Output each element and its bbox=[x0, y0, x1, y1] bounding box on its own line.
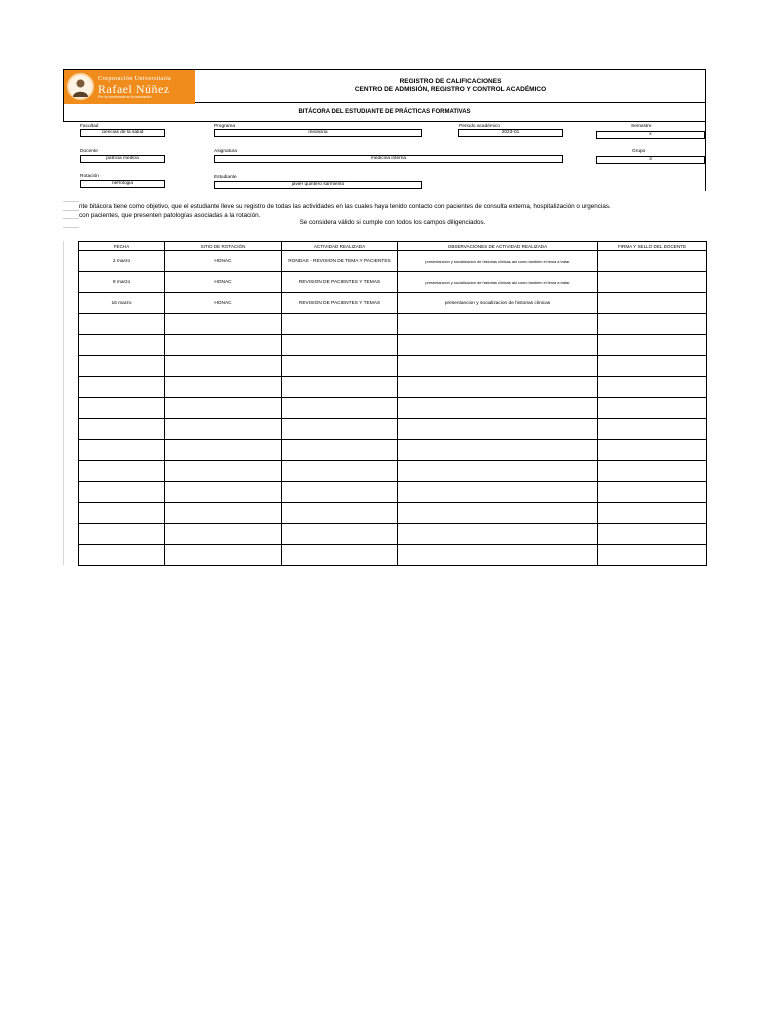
cell-fecha[interactable] bbox=[79, 524, 165, 545]
table-row bbox=[79, 440, 707, 461]
cell-firma[interactable] bbox=[598, 314, 707, 335]
cell-sitio[interactable] bbox=[165, 356, 282, 377]
cell-actividad[interactable] bbox=[282, 503, 398, 524]
table-row bbox=[79, 398, 707, 419]
cell-fecha[interactable]: 16 marzo bbox=[79, 293, 165, 314]
semestre-field[interactable]: x bbox=[596, 131, 705, 139]
cell-observaciones[interactable] bbox=[398, 545, 598, 566]
cell-actividad[interactable] bbox=[282, 524, 398, 545]
cell-firma[interactable] bbox=[598, 461, 707, 482]
table-row bbox=[79, 524, 707, 545]
table-row bbox=[79, 314, 707, 335]
cell-observaciones[interactable] bbox=[398, 461, 598, 482]
cell-firma[interactable] bbox=[598, 419, 707, 440]
cell-observaciones[interactable] bbox=[398, 524, 598, 545]
asignatura-label: Asignatura bbox=[214, 149, 237, 154]
cell-fecha[interactable]: 2 marzo bbox=[79, 251, 165, 272]
cell-fecha[interactable] bbox=[79, 398, 165, 419]
grupo-label: Grupo bbox=[632, 149, 646, 154]
cell-sitio[interactable] bbox=[165, 398, 282, 419]
cell-actividad[interactable]: REVISION DE PACIENTES Y TEMAS bbox=[282, 293, 398, 314]
cell-fecha[interactable] bbox=[79, 461, 165, 482]
cell-actividad[interactable] bbox=[282, 314, 398, 335]
cell-actividad[interactable] bbox=[282, 440, 398, 461]
cell-firma[interactable] bbox=[598, 440, 707, 461]
cell-actividad[interactable]: RONDAS - REVISION DE TEMA Y PACIENTES bbox=[282, 251, 398, 272]
cell-fecha[interactable] bbox=[79, 503, 165, 524]
cell-sitio[interactable] bbox=[165, 545, 282, 566]
cell-firma[interactable] bbox=[598, 545, 707, 566]
table-row bbox=[79, 377, 707, 398]
periodo-label: Periodo académico bbox=[459, 124, 501, 129]
estudiante-label: Estudiante bbox=[214, 175, 237, 180]
cell-observaciones[interactable]: presentancion y socializacion de historias clinicas asi como tambien el tema a tratar bbox=[398, 251, 598, 272]
founder-portrait-icon bbox=[67, 73, 94, 100]
cell-fecha[interactable] bbox=[79, 482, 165, 503]
cell-actividad[interactable] bbox=[282, 335, 398, 356]
document-department: CENTRO DE ADMISIÓN, REGISTRO Y CONTROL ACADÉMICO bbox=[354, 86, 547, 93]
right-border bbox=[705, 103, 706, 191]
column-header-actividad: ACTIVIDAD REALIZADA bbox=[282, 242, 398, 251]
cell-sitio[interactable] bbox=[165, 335, 282, 356]
cell-observaciones[interactable] bbox=[398, 335, 598, 356]
periodo-field[interactable]: 2023-01 bbox=[458, 129, 563, 137]
table-row bbox=[79, 251, 707, 272]
cell-actividad[interactable] bbox=[282, 377, 398, 398]
cell-firma[interactable] bbox=[598, 293, 707, 314]
cell-sitio[interactable] bbox=[165, 461, 282, 482]
institution-logo bbox=[64, 70, 195, 104]
cell-actividad[interactable] bbox=[282, 545, 398, 566]
cell-observaciones[interactable] bbox=[398, 356, 598, 377]
cell-firma[interactable] bbox=[598, 251, 707, 272]
cell-fecha[interactable]: 9 marzo bbox=[79, 272, 165, 293]
cell-observaciones[interactable] bbox=[398, 482, 598, 503]
cell-actividad[interactable] bbox=[282, 461, 398, 482]
cell-sitio[interactable]: HONAC bbox=[165, 293, 282, 314]
cell-firma[interactable] bbox=[598, 272, 707, 293]
table-row bbox=[79, 293, 707, 314]
table-header-row bbox=[79, 242, 707, 251]
table-body bbox=[79, 251, 707, 566]
cell-sitio[interactable] bbox=[165, 482, 282, 503]
cell-actividad[interactable] bbox=[282, 482, 398, 503]
cell-fecha[interactable] bbox=[79, 335, 165, 356]
table-row bbox=[79, 482, 707, 503]
logo-line-2: Rafael Núñez bbox=[98, 82, 170, 96]
cell-observaciones[interactable] bbox=[398, 419, 598, 440]
cell-observaciones[interactable]: presentancion y socializacion de historias clinicas bbox=[398, 293, 598, 314]
column-header-fecha: FECHA bbox=[79, 242, 165, 251]
cell-actividad[interactable] bbox=[282, 356, 398, 377]
cell-sitio[interactable] bbox=[165, 503, 282, 524]
cell-observaciones[interactable] bbox=[398, 377, 598, 398]
cell-sitio[interactable] bbox=[165, 419, 282, 440]
docente-label: Docente bbox=[80, 149, 98, 154]
cell-firma[interactable] bbox=[598, 356, 707, 377]
table-row bbox=[79, 335, 707, 356]
cell-fecha[interactable] bbox=[79, 440, 165, 461]
semestre-label: Semestre bbox=[631, 124, 652, 129]
cell-firma[interactable] bbox=[598, 398, 707, 419]
docente-field[interactable]: patricia medina bbox=[80, 155, 165, 163]
activity-table bbox=[78, 241, 707, 566]
cell-fecha[interactable] bbox=[79, 356, 165, 377]
rotacion-field[interactable]: nefrologia bbox=[80, 180, 165, 188]
logo-line-3: Por la excelencia en la educación bbox=[98, 95, 152, 99]
cell-fecha[interactable] bbox=[79, 314, 165, 335]
cell-observaciones[interactable] bbox=[398, 314, 598, 335]
cell-fecha[interactable] bbox=[79, 419, 165, 440]
grupo-field[interactable]: 3 bbox=[596, 156, 705, 164]
cell-actividad[interactable] bbox=[282, 419, 398, 440]
table-row bbox=[79, 503, 707, 524]
facultad-label: Facultad bbox=[80, 124, 99, 129]
cell-firma[interactable] bbox=[598, 482, 707, 503]
objective-line-2: con pacientes, que presenten patologías asociadas a la rotación. bbox=[79, 212, 261, 219]
asignatura-field[interactable]: medicina interna bbox=[214, 155, 563, 163]
column-header-sitio: SITIO DE ROTACIÓN bbox=[165, 242, 282, 251]
document-subtitle: BITÁCORA DEL ESTUDIANTE DE PRÁCTICAS FORMATIVAS bbox=[298, 109, 471, 115]
cell-firma[interactable] bbox=[598, 335, 707, 356]
cell-sitio[interactable]: HONAC bbox=[165, 272, 282, 293]
document-title: REGISTRO DE CALIFICACIONES bbox=[399, 78, 502, 85]
cell-firma[interactable] bbox=[598, 377, 707, 398]
table-row bbox=[79, 419, 707, 440]
table-row bbox=[79, 272, 707, 293]
column-header-firma: FIRMA Y SELLO DEL DOCENTE bbox=[598, 242, 707, 251]
objective-line-1: nte bitácora tiene como objetivo, que el estudiante lleve su registro de todas las actividades en las cuales haya tenido contacto con pacientes de consulta externa, hospitalización o urgencias. bbox=[79, 203, 611, 210]
cell-observaciones[interactable]: presentancion y socializacion de historias clinicas asi como tambien el tema a tratar bbox=[398, 272, 598, 293]
cell-observaciones[interactable] bbox=[398, 398, 598, 419]
facultad-field[interactable]: ciencias de la salud bbox=[80, 129, 165, 137]
rotacion-label: Rotación bbox=[80, 174, 99, 179]
cell-firma[interactable] bbox=[598, 503, 707, 524]
column-header-observaciones: OBSERVACIONES DE ACTIVIDAD REALIZADA bbox=[398, 242, 598, 251]
table-row bbox=[79, 461, 707, 482]
table-row bbox=[79, 545, 707, 566]
cell-sitio[interactable] bbox=[165, 377, 282, 398]
cell-actividad[interactable]: REVISION DE PACIENTES Y TEMAS bbox=[282, 272, 398, 293]
cell-sitio[interactable] bbox=[165, 524, 282, 545]
cell-sitio[interactable]: HONAC bbox=[165, 251, 282, 272]
cell-observaciones[interactable] bbox=[398, 503, 598, 524]
programa-field[interactable]: medicina bbox=[214, 129, 422, 137]
logo-line-1: Corporación Universitaria bbox=[98, 75, 172, 82]
objective-line-3: Se considera válido si cumple con todos los campos diligenciados. bbox=[299, 219, 486, 226]
cell-fecha[interactable] bbox=[79, 377, 165, 398]
cell-actividad[interactable] bbox=[282, 398, 398, 419]
cell-sitio[interactable] bbox=[165, 440, 282, 461]
cell-firma[interactable] bbox=[598, 524, 707, 545]
left-margin-rule bbox=[63, 241, 64, 565]
cell-observaciones[interactable] bbox=[398, 440, 598, 461]
estudiante-field[interactable]: javier quintero sarmiento bbox=[214, 181, 422, 189]
cell-sitio[interactable] bbox=[165, 314, 282, 335]
cell-fecha[interactable] bbox=[79, 545, 165, 566]
table-row bbox=[79, 356, 707, 377]
programa-label: Programa bbox=[214, 124, 236, 129]
